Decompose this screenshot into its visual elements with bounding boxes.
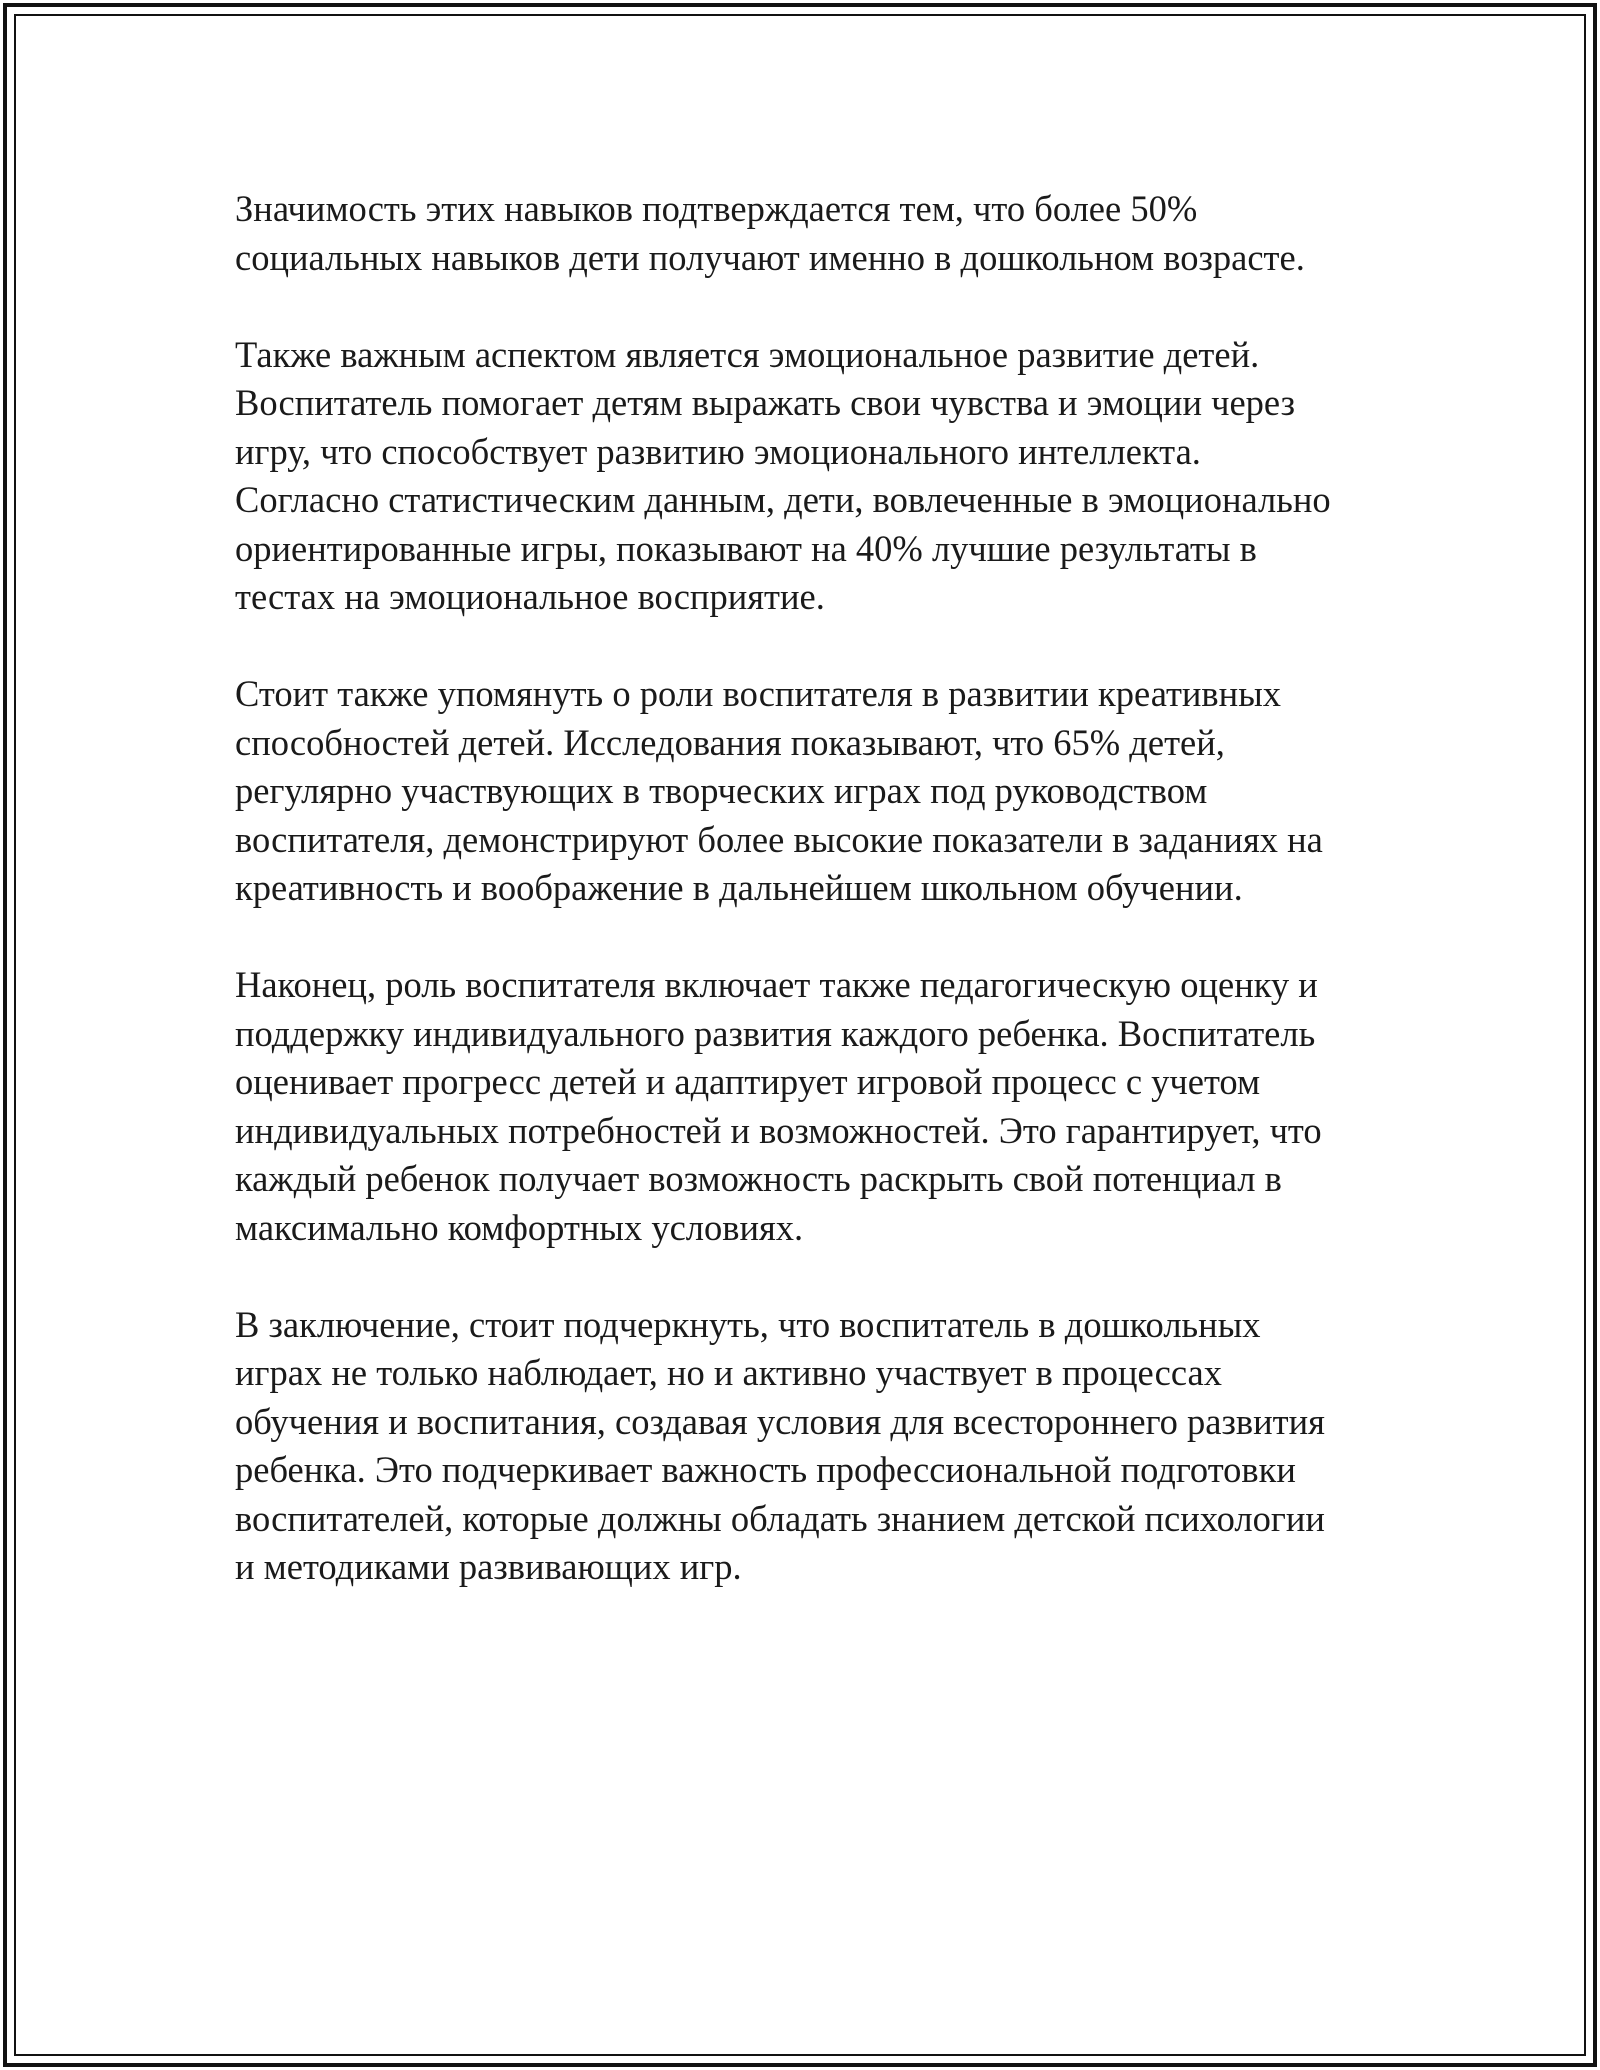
text-line: Стоит также упомянуть о роли воспитателя в развитии креативных bbox=[235, 673, 1281, 714]
paragraph-social-skills bbox=[235, 185, 1385, 282]
text-line: В заключение, стоит подчеркнуть, что воспитатель в дошкольных bbox=[235, 1303, 1261, 1345]
text-line: Согласно статистическим данным, дети, вовлеченные в эмоционально bbox=[235, 479, 1331, 520]
text-line: тестах на эмоциональное восприятие. bbox=[235, 576, 825, 617]
text-line: регулярно участвующих в творческих играх под руководством bbox=[235, 770, 1208, 811]
text-line: оценивает прогресс детей и адаптирует игровой процесс с учетом bbox=[235, 1061, 1261, 1102]
text-line: Наконец, роль воспитателя включает также педагогическую оценку и bbox=[235, 964, 1318, 1005]
text-line: ориентированные игры, показывают на 40% лучшие результаты в bbox=[235, 527, 1257, 569]
document-body bbox=[235, 185, 1385, 1640]
text-line: игру, что способствует развитию эмоционального интеллекта. bbox=[235, 430, 1201, 472]
text-line: Значимость этих навыков подтверждается тем, что более 50% bbox=[235, 188, 1198, 229]
text-line: обучения и воспитания, создавая условия для всестороннего развития bbox=[235, 1400, 1325, 1442]
text-line: воспитателей, которые должны обладать знанием детской психологии bbox=[235, 1497, 1325, 1539]
paragraph-pedagogical-assessment bbox=[235, 961, 1385, 1252]
paragraph-conclusion bbox=[235, 1301, 1385, 1592]
text-line: социальных навыков дети получают именно в дошкольном возрасте. bbox=[235, 236, 1305, 278]
text-line: индивидуальных потребностей и возможностей. Это гарантирует, что bbox=[235, 1109, 1322, 1151]
text-line: воспитателя, демонстрируют более высокие показатели в заданиях на bbox=[235, 818, 1323, 860]
text-line: поддержку индивидуального развития каждого ребенка. Воспитатель bbox=[235, 1012, 1316, 1054]
text-line: способностей детей. Исследования показывают, что 65% детей, bbox=[235, 721, 1225, 763]
text-line: максимально комфортных условиях. bbox=[235, 1206, 804, 1248]
text-line: каждый ребенок получает возможность раскрыть свой потенциал в bbox=[235, 1158, 1282, 1199]
paragraph-creative-abilities bbox=[235, 670, 1385, 913]
text-line: и методиками развивающих игр. bbox=[235, 1546, 742, 1587]
text-line: играх не только наблюдает, но и активно участвует в процессах bbox=[235, 1352, 1222, 1393]
text-line: Воспитатель помогает детям выражать свои чувства и эмоции через bbox=[235, 382, 1295, 423]
paragraph-emotional-development bbox=[235, 331, 1385, 622]
text-line: креативность и воображение в дальнейшем школьном обучении. bbox=[235, 867, 1243, 908]
text-line: ребенка. Это подчеркивает важность профессиональной подготовки bbox=[235, 1449, 1296, 1490]
text-line: Также важным аспектом является эмоциональное развитие детей. bbox=[235, 333, 1260, 375]
